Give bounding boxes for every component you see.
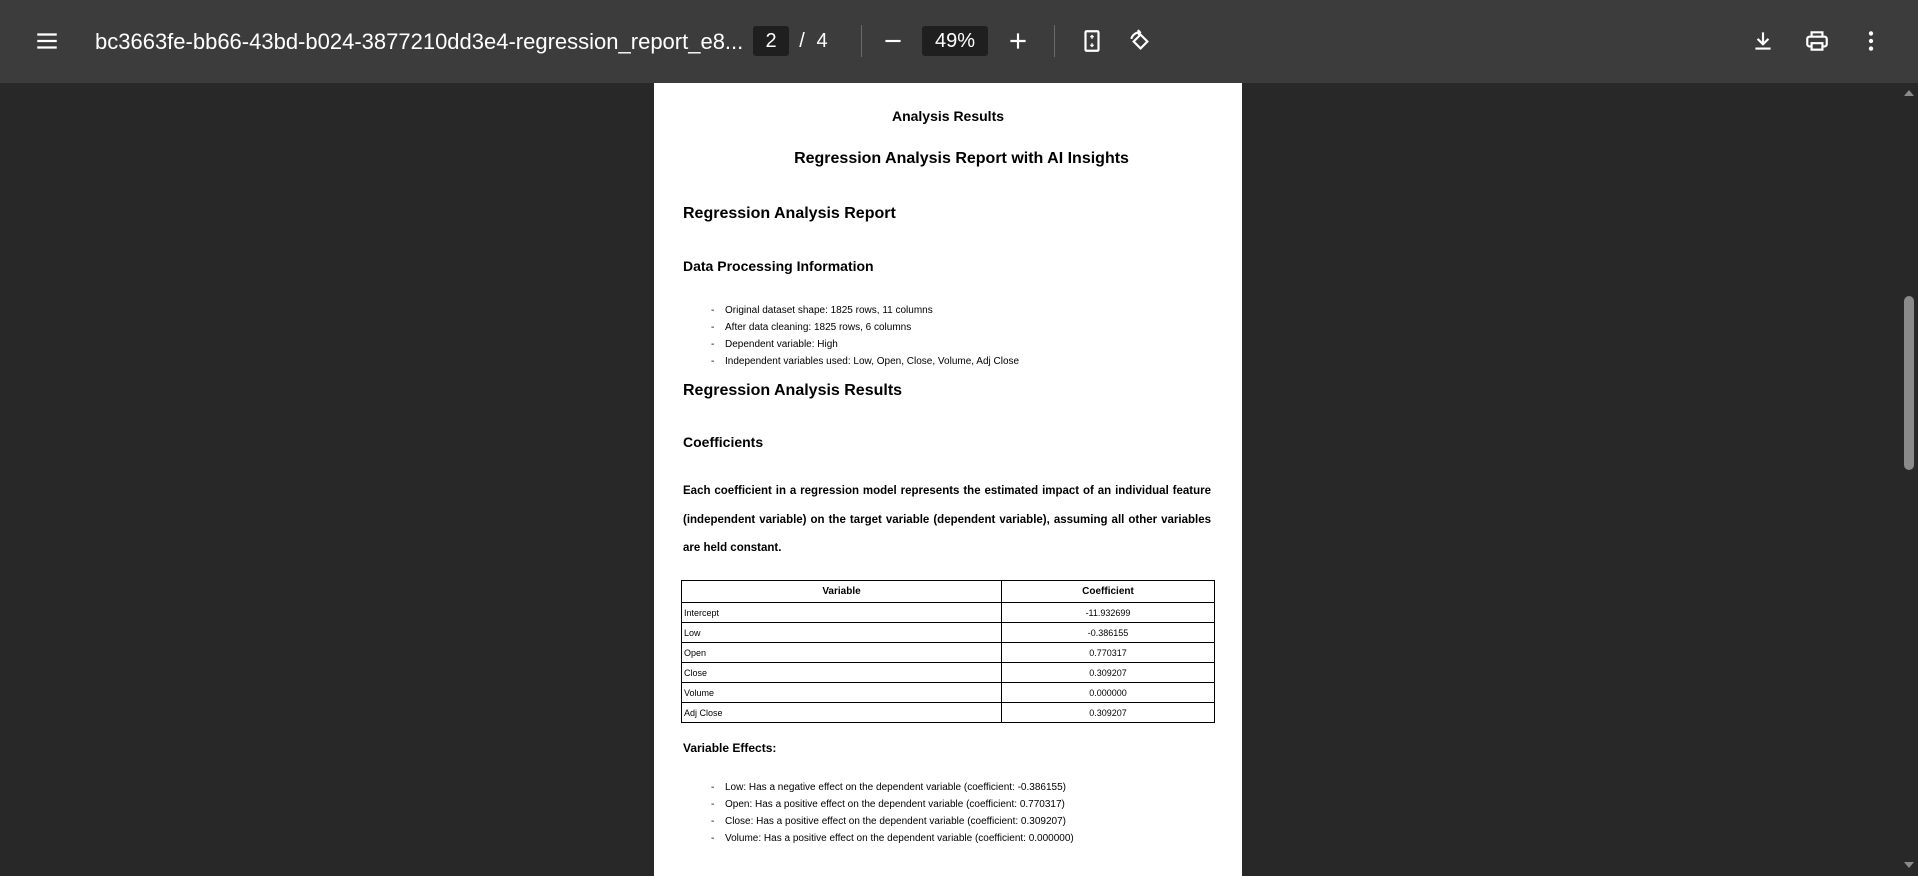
table-cell: -0.386155 — [1002, 623, 1215, 643]
table-row — [682, 663, 1215, 683]
table-cell: 0.000000 — [1002, 683, 1215, 703]
pdf-page — [654, 83, 1242, 876]
hamburger-menu-icon[interactable] — [25, 19, 69, 63]
scrollbar-thumb[interactable] — [1904, 296, 1914, 470]
rotate-icon[interactable] — [1118, 19, 1162, 63]
list-item: - Independent variables used: Low, Open, Close, Volume, Adj Close — [711, 353, 1019, 370]
vertical-scrollbar[interactable] — [1900, 83, 1918, 876]
scroll-up-arrow-icon[interactable] — [1903, 87, 1915, 99]
list-item: - Close: Has a positive effect on the dependent variable (coefficient: 0.309207) — [711, 813, 1074, 830]
table-row — [682, 703, 1215, 723]
coefficients-paragraph: Each coefficient in a regression model represents the estimated impact of an individual feature (independent variable) on the target variable (dependent variable), assuming all other variables are held constant. — [683, 485, 1211, 554]
zoom-in-icon[interactable] — [996, 19, 1040, 63]
print-icon[interactable] — [1795, 19, 1839, 63]
list-item: - After data cleaning: 1825 rows, 6 columns — [711, 319, 1019, 336]
table-cell: Close — [682, 663, 1002, 683]
variable-effects-title: Variable Effects: — [683, 741, 777, 755]
section-title: Regression Analysis Report — [683, 205, 896, 222]
zoom-level-input[interactable]: 49% — [922, 26, 988, 56]
table-cell: Adj Close — [682, 703, 1002, 723]
toolbar-divider — [1054, 25, 1055, 57]
variable-effects-list — [711, 779, 1074, 847]
scroll-down-arrow-icon[interactable] — [1903, 859, 1915, 871]
list-item: - Volume: Has a positive effect on the dependent variable (coefficient: 0.000000) — [711, 830, 1074, 847]
page-header: Analysis Results — [891, 108, 1005, 124]
pdf-toolbar — [0, 0, 1918, 83]
list-item: - Original dataset shape: 1825 rows, 11 columns — [711, 302, 1019, 319]
zoom-out-icon[interactable] — [871, 19, 915, 63]
pdf-viewer[interactable] — [0, 83, 1918, 876]
table-header-row — [682, 581, 1215, 603]
results-title: Regression Analysis Results — [683, 382, 903, 399]
coefficients-table — [681, 580, 1215, 723]
page-separator: / — [799, 29, 805, 52]
list-item: - Low: Has a negative effect on the dependent variable (coefficient: -0.386155) — [711, 779, 1074, 796]
page-number-input[interactable]: 2 — [753, 26, 789, 56]
list-item: - Dependent variable: High — [711, 336, 1019, 353]
table-cell: 0.309207 — [1002, 663, 1215, 683]
total-pages: 4 — [816, 29, 828, 52]
download-icon[interactable] — [1741, 19, 1785, 63]
toolbar-divider — [861, 25, 862, 57]
table-row — [682, 623, 1215, 643]
table-row — [682, 643, 1215, 663]
table-header: Variable — [682, 581, 1002, 603]
table-row — [682, 683, 1215, 703]
fit-page-icon[interactable] — [1070, 19, 1114, 63]
table-row — [682, 603, 1215, 623]
table-cell: 0.309207 — [1002, 703, 1215, 723]
table-cell: Low — [682, 623, 1002, 643]
table-cell: 0.770317 — [1002, 643, 1215, 663]
data-processing-list — [711, 302, 1019, 370]
coefficients-title: Coefficients — [683, 434, 764, 450]
table-cell: -11.932699 — [1002, 603, 1215, 623]
data-processing-title: Data Processing Information — [683, 258, 874, 274]
table-cell: Intercept — [682, 603, 1002, 623]
table-cell: Open — [682, 643, 1002, 663]
table-cell: Volume — [682, 683, 1002, 703]
table-header: Coefficient — [1002, 581, 1215, 603]
document-title: bc3663fe-bb66-43bd-b024-3877210dd3e4-regression_report_e8... — [95, 29, 744, 54]
more-options-icon[interactable] — [1849, 19, 1893, 63]
list-item: - Open: Has a positive effect on the dependent variable (coefficient: 0.770317) — [711, 796, 1074, 813]
report-title: Regression Analysis Report with AI Insights — [794, 150, 1129, 167]
